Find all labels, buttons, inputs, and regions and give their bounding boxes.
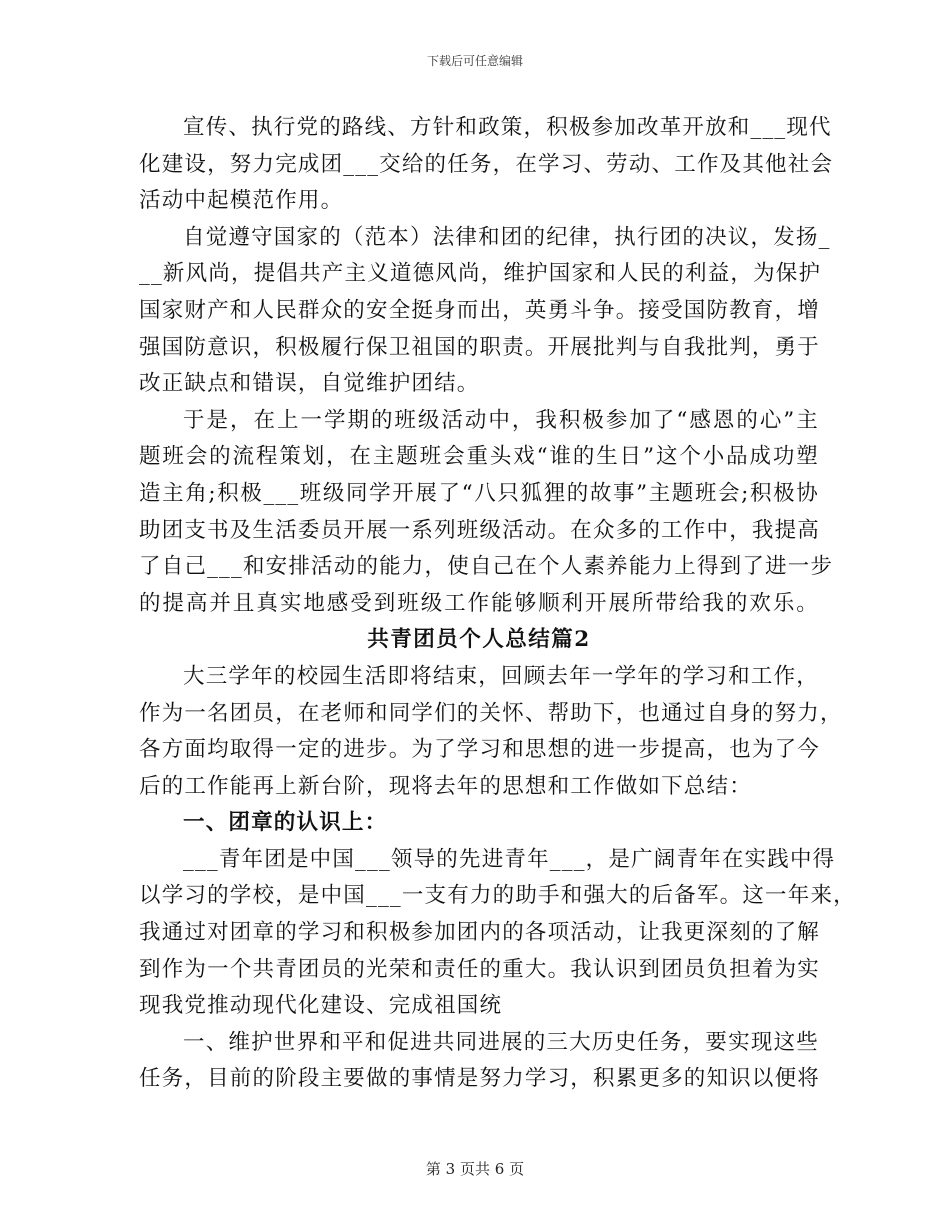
text-line: 于是，在上一学期的班级活动中，我积极参加了“感恩的心”主 [183,407,819,433]
text-line: 以学习的学校，是中国___一支有力的助手和强大的后备军。这一年来， [139,883,856,909]
text-line: 了自己___和安排活动的能力，使自己在个人素养能力上得到了进一步 [139,554,834,580]
text-line: 到作为一个共青团员的光荣和责任的重大。我认识到团员负担着为实 [139,956,821,982]
text-line: 强国防意识，积极履行保卫祖国的职责。开展批判与自我批判，勇于 [139,334,821,360]
text-line: 的提高并且真实地感受到班级工作能够顺利开展所带给我的欢乐。 [139,590,819,616]
text-line: 后的工作能再上新台阶，现将去年的思想和工作做如下总结： [139,773,752,799]
text-line: 改正缺点和错误，自觉维护团结。 [139,371,480,397]
text-line: 化建设，努力完成团___交给的任务，在学习、劳动、工作及其他社会 [139,151,834,177]
text-line: 大三学年的校园生活即将结束，回顾去年一学年的学习和工作， [183,663,819,689]
text-line: 自觉遵守国家的（范本）法律和团的纪律，执行团的决议，发扬_ [183,224,831,250]
text-line: 一、维护世界和平和促进共同进展的三大历史任务，要实现这些 [183,1029,819,1055]
text-line: 助团支书及生活委员开展一系列班级活动。在众多的工作中，我提高 [139,517,821,543]
text-line: 作为一名团员，在老师和同学们的关怀、帮助下，也通过自身的努力， [139,700,843,726]
text-line: 造主角;积极___班级同学开展了“八只狐狸的故事”主题班会;积极协 [139,480,819,506]
section-title: 共青团员个人总结篇2 [367,627,591,653]
text-line: __新风尚，提倡共产主义道德风尚，维护国家和人民的利益，为保护 [139,261,822,287]
document-body [139,110,856,1098]
text-line: ___青年团是中国___领导的先进青年___，是广阔青年在实践中得 [183,846,836,872]
text-line: 活动中起模范作用。 [139,188,344,214]
text-line: 各方面均取得一定的进步。为了学习和思想的进一步提高，也为了今 [139,737,821,763]
text-line: 任务，目前的阶段主要做的事情是努力学习，积累更多的知识以便将 [139,1066,821,1092]
text-line: 国家财产和人民群众的安全挺身而出，英勇斗争。接受国防教育，增 [139,297,821,323]
text-line: 宣传、执行党的路线、方针和政策，积极参加改革开放和___现代 [183,115,832,140]
text-line: 现我党推动现代化建设、完成祖国统 [139,993,503,1019]
page-footer: 第 3 页共 6 页 [425,1160,525,1178]
page-header: 下载后可任意编辑 [426,54,523,68]
subsection-title: 一、团章的认识上： [183,810,388,836]
text-line: 题班会的流程策划，在主题班会重头戏“谁的生日”这个小品成功塑 [139,444,819,470]
text-line: 我通过对团章的学习和积极参加团内的各项活动，让我更深刻的了解 [139,920,821,946]
